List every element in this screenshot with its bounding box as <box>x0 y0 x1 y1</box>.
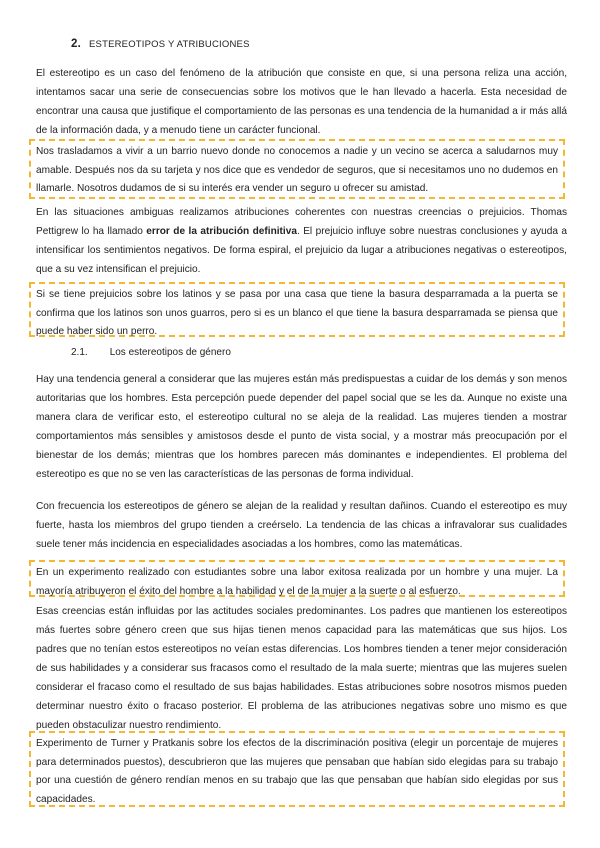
example-text-vecino: Nos trasladamos a vivir a un barrio nuevo donde no conocemos a nadie y un vecino se acerca a saludarnos muy amable. Después nos da su tarjeta y nos dice que es vendedor de seguros, que si necesitamos uno no dudemos en llamarle. Nosotros dudamos de si su interés era vender un seguro u ofrecer su amistad. <box>36 146 558 194</box>
example-box-experimento <box>29 560 565 597</box>
example-text-experimento: En un experimento realizado con estudiantes sobre una labor exitosa realizada por un hombre y una mujer. La mayoría atribuyeron el éxito del hombre a la habilidad y el de la mujer a la suerte o al esfuerzo. <box>36 567 558 597</box>
example-text-latinos: Si se tiene prejuicios sobre los latinos y se pasa por una casa que tiene la basura desparramada a la puerta se confirma que los latinos son unos guarros, pero si es un blanco el que tiene la basura desparramada se piensa que puede haber sido un perro. <box>36 289 558 337</box>
paragraph-atribucion: El estereotipo es un caso del fenómeno de la atribución que consiste en que, si una persona reliza una acción, intentamos sacar una serie de consecuencias sobre los motivos que le han llevado a hacerla. Esta necesidad de encontrar una causa que justifique el comportamiento de las personas es una tendencia de la humanidad a ir más allá de la información dada, y a menudo tiene un carácter funcional. <box>36 68 567 136</box>
example-box-latinos <box>29 282 565 337</box>
section-heading <box>71 38 250 50</box>
prejuicios-text-start: En las situaciones ambiguas realizamos atribuciones coherentes con nuestras creencias o prejuicios. Thomas Pettigrew lo ha llamado <box>36 207 567 237</box>
subsection-title: Los estereotipos de género <box>109 347 231 358</box>
example-text-turner: Experimento de Turner y Pratkanis sobre los efectos de la discriminación positiva (elegir un porcentaje de mujeres para determinados puestos), descubrieron que las mujeres que pensaban que habían sido elegidas para su trabajo por una cuestión de género rendían menos en su trabajo que las que pensaban que habían sido elegidas por sus capacidades. <box>36 738 558 805</box>
section-number: 2. <box>71 38 81 50</box>
example-box-vecino <box>29 139 565 199</box>
section-title: ESTEREOTIPOS Y ATRIBUCIONES <box>89 39 250 50</box>
paragraph-frecuencia: Con frecuencia los estereotipos de género se alejan de la realidad y resultan dañinos. Cuando el estereotipo es muy fuerte, hasta los miembros del grupo tienden a creérselo. La tendencia de las chicas a infravalorar sus cualidades suele tener más incidencia en especialidades asociadas a los hombres, como las matemáticas. <box>36 501 567 550</box>
subsection-number: 2.1. <box>71 347 88 358</box>
paragraph-prejuicios <box>36 203 567 279</box>
prejuicios-bold-term: error de la atribución definitiva <box>146 226 297 237</box>
prejuicios-text-end: . El prejuicio influye sobre nuestras conclusiones y ayuda a intensificar los sentimientos negativos. De forma espiral, el prejuicio da lugar a atribuciones negativas o estereotipos, que a su vez intensifican el prejuicio. <box>36 226 567 275</box>
example-box-turner <box>29 731 565 807</box>
paragraph-creencias: Esas creencias están influidas por las actitudes sociales predominantes. Los padres que mantienen los estereotipos más fuertes sobre género creen que sus hijas tienen menos capacidad para las matemáticas que sus hijos. Los padres que no tenían estos estereotipos no veían estas diferencias. Los hombres tienden a tener mejor consideración de sus habilidades y a considerar sus fracasos como el resultado de la mala suerte; mientras que las mujeres suelen considerar el fracaso como el resultado de sus bajas habilidades. Estas atribuciones sobre nosotros mismos pueden determinar nuestro éxito o fracaso posterior. El problema de las atribuciones negativas sobre uno mismo es que pueden obstaculizar nuestro rendimiento. <box>36 606 567 731</box>
subsection-heading <box>71 347 231 358</box>
paragraph-tendencia: Hay una tendencia general a considerar que las mujeres están más predispuestas a cuidar de los demás y son menos autoritarias que los hombres. Esta percepción puede depender del papel social que se les da. Aunque no existe una manera clara de verificar esto, el estereotipo cultural no se aleja de la realidad. Las mujeres tienden a mostrar comportamientos más sensibles y amistosos desde el punto de vista social, y a mostrar más preocupación por el bienestar de los demás; mientras que los hombres parecen más dominantes e independientes. El problema del estereotipo es que no se ven las características de las personas de forma individual. <box>36 374 567 480</box>
